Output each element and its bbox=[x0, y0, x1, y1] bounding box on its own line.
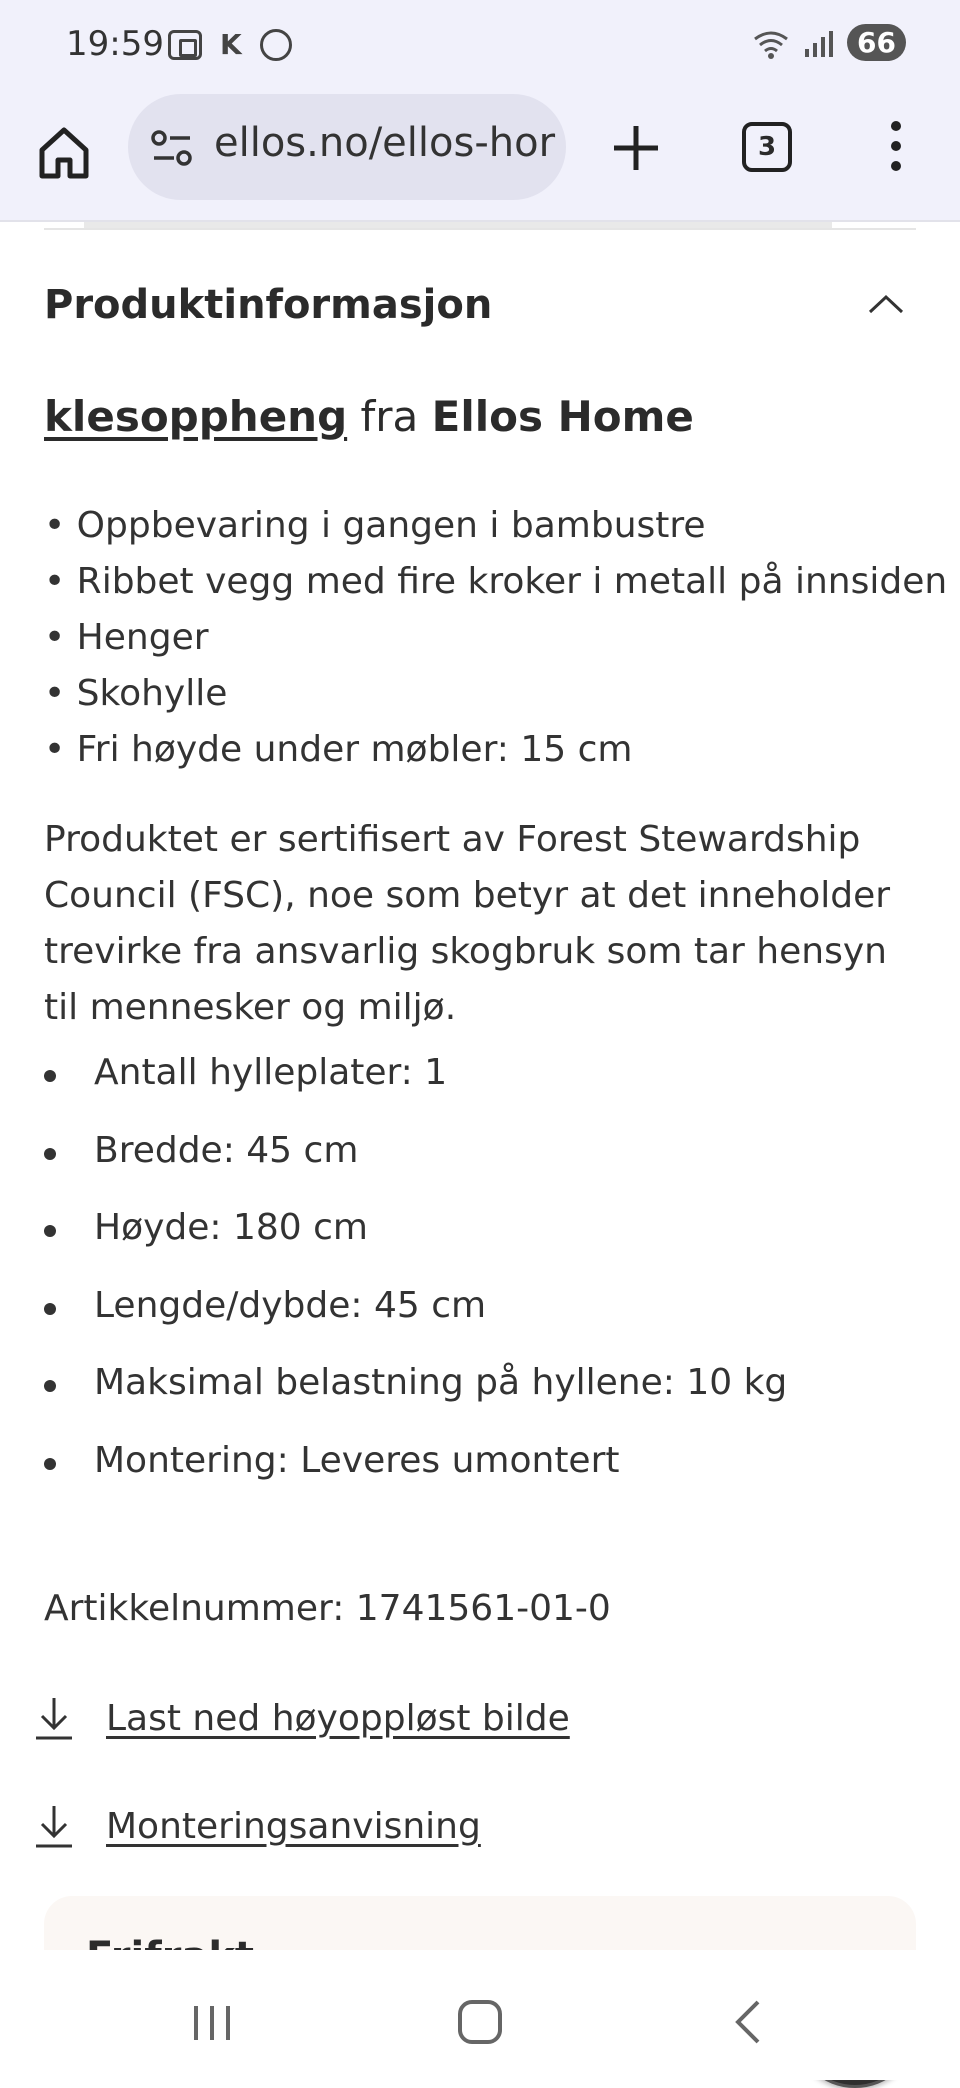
k-notification-icon: K bbox=[220, 28, 242, 61]
feature-item: • Ribbet vegg med fire kroker i metall på innsiden bbox=[44, 561, 948, 602]
brand-line bbox=[44, 392, 694, 441]
product-info-heading[interactable]: Produktinformasjon bbox=[44, 282, 493, 328]
new-tab-icon[interactable] bbox=[608, 120, 664, 176]
screenshot-icon bbox=[168, 30, 202, 60]
recent-apps-icon[interactable] bbox=[192, 2004, 232, 2042]
url-text[interactable]: ellos.no/ellos-hor bbox=[214, 120, 556, 166]
feature-item: • Henger bbox=[44, 617, 209, 658]
feature-item: • Skohylle bbox=[44, 673, 228, 714]
spec-text: Antall hylleplater: 1 bbox=[94, 1052, 448, 1093]
spec-text: Montering: Leveres umontert bbox=[94, 1439, 620, 1481]
more-options-icon[interactable] bbox=[880, 120, 912, 172]
spec-item bbox=[44, 1197, 924, 1275]
spec-text: Høyde: 180 cm bbox=[94, 1207, 368, 1248]
article-number: Artikkelnummer: 1741561-01-0 bbox=[44, 1588, 611, 1629]
spec-item bbox=[44, 1352, 924, 1430]
system-nav-bar bbox=[0, 1950, 960, 2080]
address-bar[interactable] bbox=[128, 94, 566, 200]
assembly-instructions-label[interactable]: Monteringsanvisning bbox=[106, 1805, 481, 1847]
sync-icon bbox=[260, 29, 292, 61]
feature-list bbox=[44, 498, 948, 778]
tab-switcher-button[interactable] bbox=[742, 122, 792, 172]
browser-toolbar bbox=[0, 92, 960, 222]
spec-item bbox=[44, 1042, 924, 1120]
assembly-instructions-link[interactable] bbox=[34, 1796, 481, 1856]
page-content bbox=[0, 222, 960, 1950]
download-image-link[interactable] bbox=[34, 1688, 570, 1748]
bullet bbox=[44, 1148, 56, 1160]
status-bar bbox=[0, 0, 960, 92]
site-settings-icon[interactable] bbox=[150, 128, 194, 168]
spec-item bbox=[44, 1120, 924, 1198]
bullet bbox=[44, 1458, 56, 1470]
brand-name: Ellos Home bbox=[431, 392, 694, 441]
feature-item: • Fri høyde under møbler: 15 cm bbox=[44, 729, 633, 770]
download-icon bbox=[34, 1804, 74, 1848]
spec-item bbox=[44, 1430, 924, 1508]
home-icon[interactable] bbox=[36, 122, 92, 182]
bullet bbox=[44, 1070, 56, 1082]
home-nav-icon[interactable] bbox=[458, 2000, 502, 2044]
spec-list bbox=[44, 1042, 924, 1507]
bullet bbox=[44, 1303, 56, 1315]
spec-text: Lengde/dybde: 45 cm bbox=[94, 1284, 487, 1326]
download-icon bbox=[34, 1696, 74, 1740]
battery-level: 66 bbox=[847, 24, 906, 61]
back-icon[interactable] bbox=[734, 2000, 762, 2044]
spec-text: Maksimal belastning på hyllene: 10 kg bbox=[94, 1362, 788, 1403]
spec-text: Bredde: 45 cm bbox=[94, 1129, 359, 1171]
bullet bbox=[44, 1225, 56, 1237]
download-image-label[interactable]: Last ned høyoppløst bilde bbox=[106, 1697, 570, 1739]
signal-icon bbox=[803, 27, 835, 59]
category-link[interactable]: klesoppheng bbox=[44, 392, 348, 441]
status-time: 19:59 bbox=[66, 24, 164, 64]
spec-item bbox=[44, 1275, 924, 1353]
wifi-icon bbox=[751, 27, 791, 59]
divider bbox=[44, 228, 916, 230]
bullet bbox=[44, 1380, 56, 1392]
chevron-up-icon[interactable] bbox=[866, 292, 906, 316]
tab-count: 3 bbox=[757, 132, 777, 162]
brand-connector: fra bbox=[347, 392, 432, 441]
feature-item: • Oppbevaring i gangen i bambustre bbox=[44, 505, 706, 546]
product-description: Produktet er sertifisert av Forest Stewardship Council (FSC), noe som betyr at det inneholder trevirke fra ansvarlig skogbruk som tar hensyn til mennesker og miljø. bbox=[44, 819, 891, 1028]
